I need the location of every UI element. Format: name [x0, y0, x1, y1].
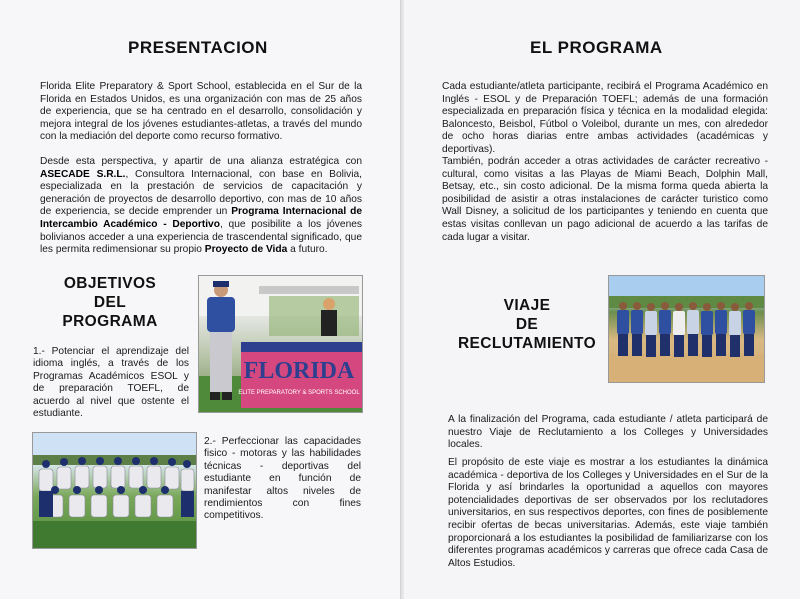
- player-figure: [207, 281, 235, 400]
- alliance-text-2: , Consultora Internacional, con base en Bolivia, especializada en la prestación de servicios de capacitación y generación de proyectos de desarrollo deportivo, con mas de 10 años de experiencia, se decide emprender un: [40, 168, 362, 218]
- recruitment-team-illustration: [609, 276, 764, 382]
- woman-figure: [321, 298, 337, 336]
- team-group-photo: [32, 432, 197, 549]
- presentacion-title: PRESENTACION: [128, 38, 268, 57]
- proyecto-de-vida: Proyecto de Vida: [204, 244, 288, 256]
- program-paragraph-2: También, podrán acceder a otras actividades de carácter recreativo - cultural, como visitas a las Playas de Miami Beach, Dolphin Mall, Betsay, etc., sin costo adicional. De la misma forma queda abierta la posibilidad de asistir a otras instalaciones de carácter turistico como Wall Disney, a solicitud de los participantes y teniendo en cuenta que estas visitas conllevan un pago adicional de acuerdo a las tarifas de cada lugar a visitar.: [442, 156, 768, 243]
- alliance-paragraph: [40, 156, 362, 257]
- intro-paragraph: Florida Elite Preparatory & Sport School, establecida en el Sur de la Florida en Estados Unidos, es una organización con mas de 25 años de experiencia, que se ha centrado en el desarrollo, consolidación y mejora integral de los jóvenes estudiantes-atletas, a través del mundo con la mediación del deporte como recurso formativo.: [40, 81, 362, 143]
- trip-paragraph-1: A la finalización del Programa, cada estudiante / atleta participará de nuestro Viaje de Reclutamiento a los Colleges y Universidades locales.: [448, 414, 768, 451]
- program-name: Programa Internacional de Intercambio Académico - Deportivo: [40, 206, 362, 230]
- alliance-text-4: a futuro.: [290, 244, 328, 256]
- objectives-title: OBJETIVOS DEL PROGRAMA: [62, 275, 158, 330]
- player-banner-photo: [198, 275, 363, 413]
- alliance-text-3: , que posibilite a los jóvenes bolivianos acceder a una experiencia de trascendental significado, que les permita redimensionar su propio: [40, 218, 362, 256]
- program-paragraph-1: Cada estudiante/atleta participante, recibirá el Programa Académico en Inglés - ESOL y de Preparación TOEFL; además de una formación especializada en preparación física y técnica en la modalidad elegida: Baloncesto, Beisbol, Fútbol o Voleibol, durante un mes, con alrededor de ocho horas diarias entre ambas actividades (académicas y deportivas).: [442, 81, 768, 155]
- asecade-name: ASECADE S.R.L.: [40, 168, 126, 180]
- recruitment-team-photo: [608, 275, 765, 383]
- alliance-text-1: Desde esta perspectiva, y apartir de una alianza estratégica con: [40, 156, 362, 167]
- viaje-title: VIAJE DE RECLUTAMIENTO: [457, 297, 597, 352]
- banner-subtext: ELITE PREPARATORY & SPORTS SCHOOL: [238, 390, 360, 396]
- team-group-illustration: [33, 433, 196, 548]
- player-banner-illustration: [199, 276, 362, 412]
- right-page: [404, 0, 800, 599]
- banner-text: FLORIDA: [243, 358, 355, 384]
- trip-paragraph-2: El propósito de este viaje es mostrar a los estudiantes la dinámica académica - deportiva de los Colleges y Universidades en el Sur de la Florida y así brindarles la oportunidad a aquellos con mayores potencialidades deportivas de ser observados por los reclutadores universitarios, en sus respectivos deportes, con fines de posiblemente recibir ofertas de becas universitarias. Además, este viaje también proporcionará a los estudiantes la posibilidad de familiarizarse con los diferentes programas académicos y carreras que ofrece cada Casa de Altos Estudios.: [448, 457, 768, 569]
- el-programa-title: EL PROGRAMA: [530, 38, 663, 57]
- objective-2: 2.- Perfeccionar las capacidades fisico - motoras y las habilidades técnicas - deportivas del estudiante en función de manifestar altos niveles de rendimientos con fines competitivos.: [204, 436, 361, 522]
- objective-1: 1.- Potenciar el aprendizaje del idioma inglés, a través de los Programas Académicos ESOL y de preparación TOEFL, de acuerdo al nivel que ostente el estudiante.: [33, 346, 189, 420]
